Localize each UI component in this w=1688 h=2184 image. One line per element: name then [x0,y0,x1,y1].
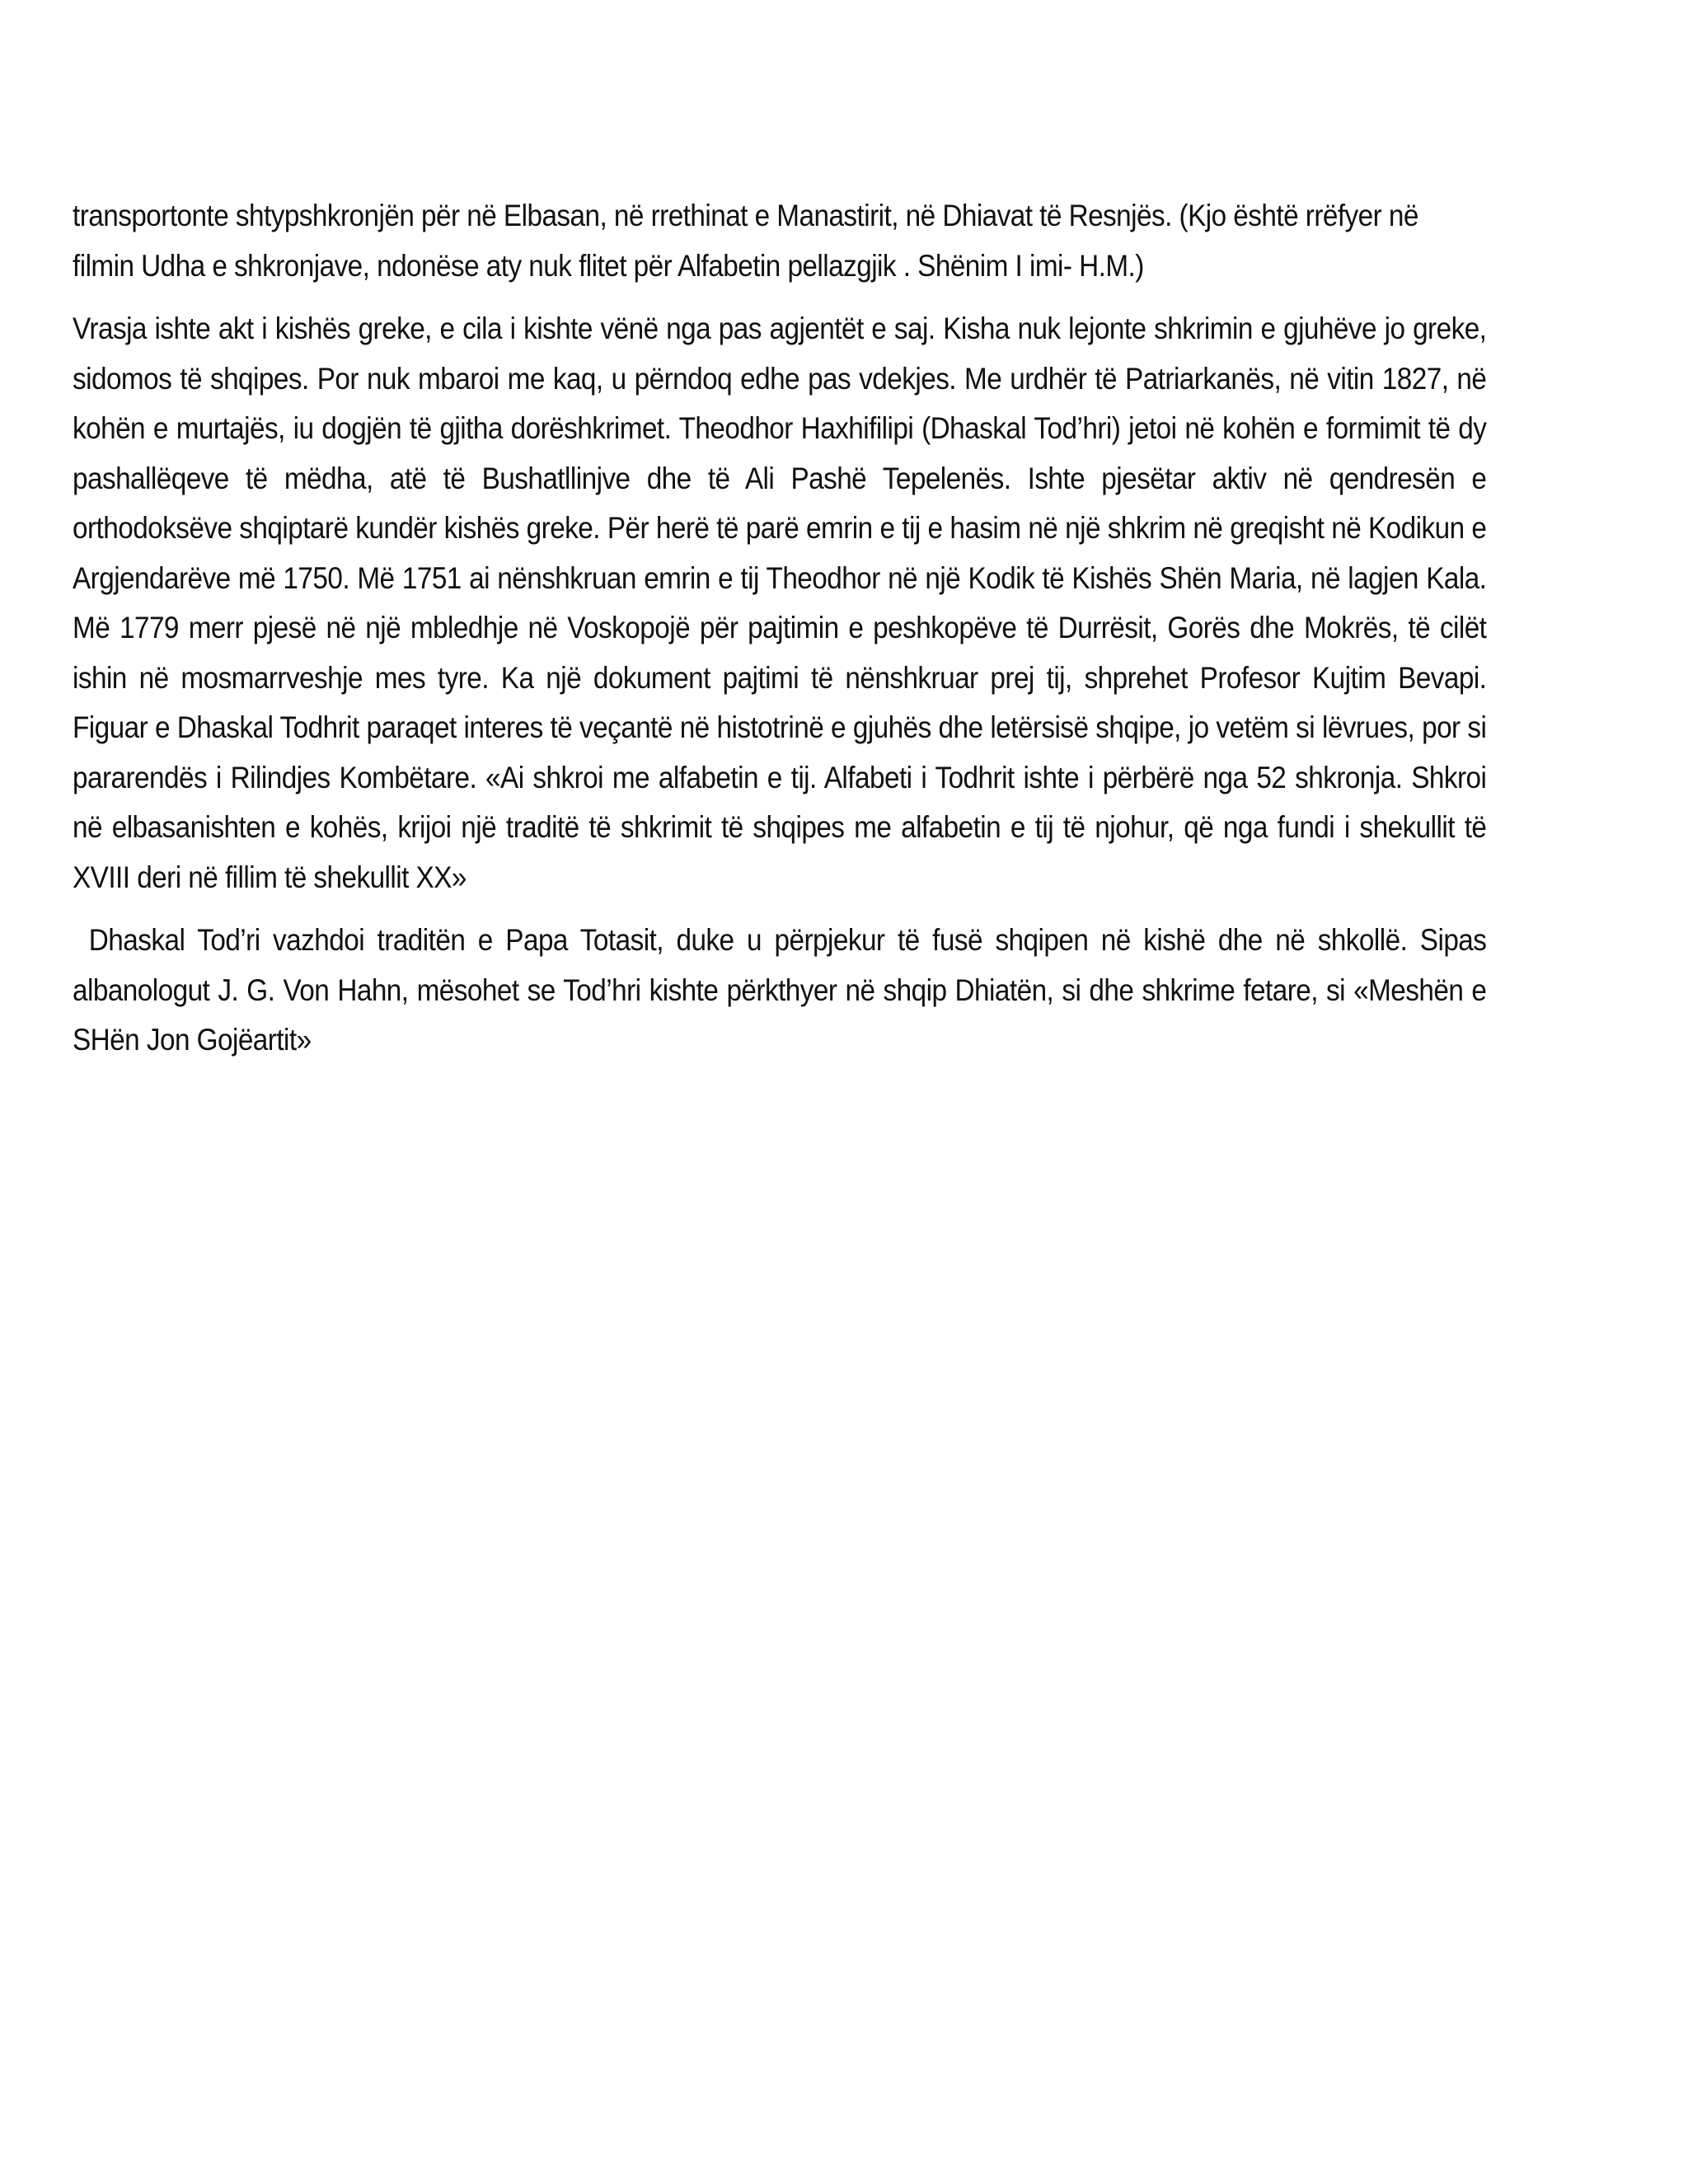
paragraph-vrasja: Vrasja ishte akt i kishës greke, e cila i kishte vënë nga pas agjentët e saj. Kisha nuk lejonte shkrimin e gjuhëve jo greke, sidomos të shqipes. Por nuk mbaroi me kaq, u përndoq edhe pas vdekjes. Me urdhër të Patriarkanës, në vitin 1827, në kohën e murtajës, iu dogjën të gjitha dorëshkrimet. Theodhor Haxhifilipi (Dhaskal Tod’hri) jetoi në kohën e formimit të dy pashallëqeve të mëdha, atë të Bushatllinjve dhe të Ali Pashë Tepelenës. Ishte pjesëtar aktiv në qendresën e orthodoksëve shqiptarë kundër kishës greke. Për herë të parë emrin e tij e hasim në një shkrim në greqisht në Kodikun e Argjendarëve më 1750. Më 1751 ai nënshkruan emrin e tij Theodhor në një Kodik të Kishës Shën Maria, në lagjen Kala. Më 1779 merr pjesë në një mbledhje në Voskopojë për pajtimin e peshkopëve të Durrësit, Gorës dhe Mokrës, të cilët ishin në mosmarrveshje mes tyre. Ka një dokument pajtimi të nënshkruar prej tij, shprehet Profesor Kujtim Bevapi. Figuar e Dhaskal Todhrit paraqet interes të veçantë në histotrinë e gjuhës dhe letërsisë shqipe, jo vetëm si lëvrues, por si pararendës i Rilindjes Kombëtare. «Ai shkroi me alfabetin e tij. Alfabeti i Todhrit ishte i përbërë nga 52 shkronja. Shkroi në elbasanishten e kohës, krijoi një traditë të shkrimit të shqipes me alfabetin e tij të njohur, që nga fundi i shekullit të XVIII deri në fillim të shekullit XX» [73,312,1487,894]
paragraph-transport: transportonte shtypshkronjën për në Elbasan, në rrethinat e Manastirit, në Dhiavat të Resnjës. (Kjo është rrëfyer në filmin Udha e shkronjave, ndonëse aty nuk flitet për Alfabetin pellazgjik . Shënim I imi- H.M.) [73,199,1418,283]
paragraph-dhaskal-todri: Dhaskal Tod’ri vazhdoi traditën e Papa Totasit, duke u përpjekur të fusë shqipen në kishë dhe në shkollë. Sipas albanologut J. G. Von Hahn, mësohet se Tod’hri kishte përkthyer në shqip Dhiatën, si dhe shkrime fetare, si «Meshën e SHën Jon Gojëartit» [73,923,1487,1057]
document-body [73,191,1487,1066]
